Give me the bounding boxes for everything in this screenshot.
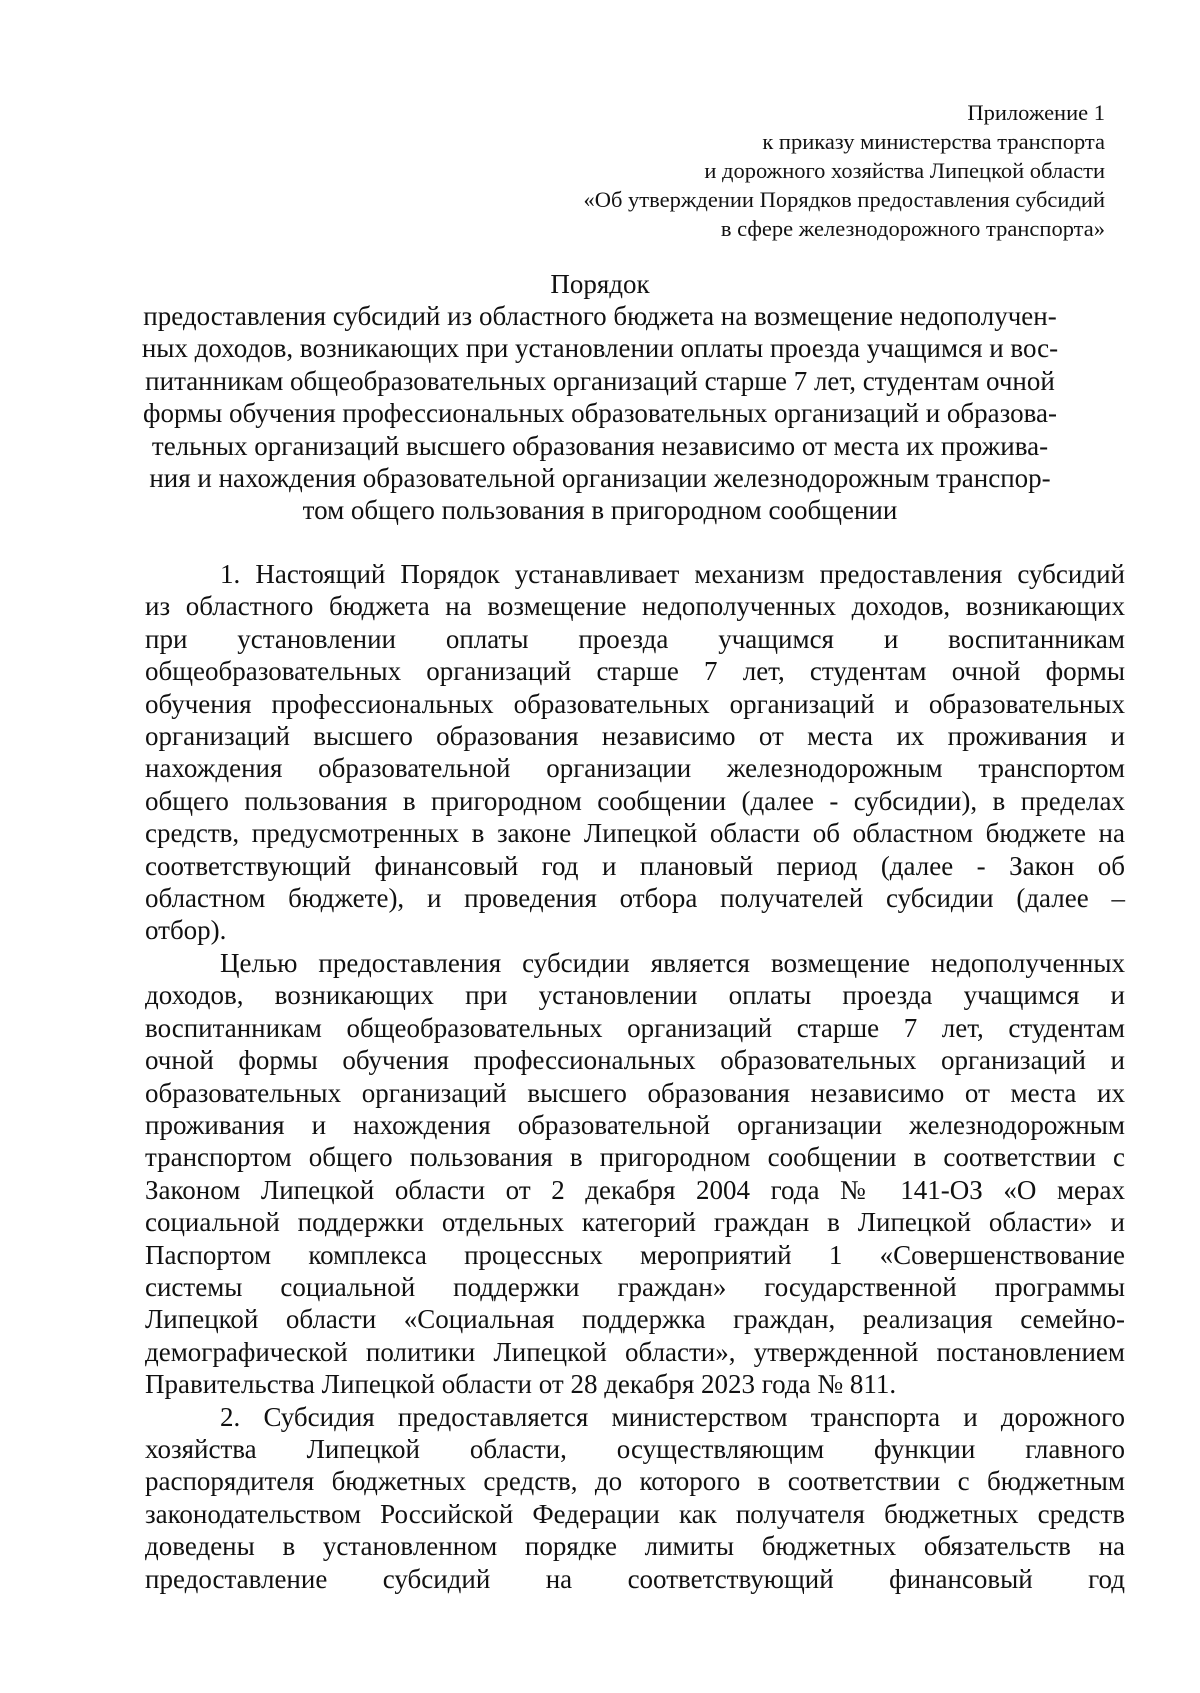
text-line: очной формы обучения профессиональных образовательных организаций и [145,1045,1125,1076]
text-line: при установлении оплаты проезда учащимся и воспитанникам [145,623,1125,654]
appendix-header [465,98,1105,243]
appendix-line: «Об утверждении Порядков предоставления субсидий [583,187,1105,212]
text-line: Законом Липецкой области от 2 декабря 2004 года № 141-ОЗ «О мерах [145,1174,1125,1205]
subtitle-line: предоставления субсидий из областного бюджета на возмещение недополучен- [143,301,1057,331]
appendix-line: и дорожного хозяйства Липецкой области [704,158,1105,183]
text-line: проживания и нахождения образовательной организации железнодорожным [145,1109,1125,1140]
text-line: средств, предусмотренных в законе Липецкой области об областном бюджете на [145,818,1125,849]
subtitle-line: тельных организаций высшего образования независимо от места их прожива- [151,430,1049,461]
text-line: системы социальной поддержки граждан» государственной программы [145,1271,1125,1302]
document-title: Порядок [550,269,650,299]
text-line: распорядителя бюджетных средств, до которого в соответствии с бюджетным [145,1466,1125,1497]
subtitle-line: ния и нахождения образовательной организации железнодорожным транспор- [149,463,1051,494]
text-line: хозяйства Липецкой области, осуществляющим функции главного [145,1433,1125,1464]
text-line: общеобразовательных организаций старше 7 лет, студентам очной формы [145,656,1125,687]
appendix-line: к приказу министерства транспорта [762,129,1105,154]
text-line: воспитанникам общеобразовательных организаций старше 7 лет, студентам [145,1012,1125,1043]
text-line: нахождения образовательной организации железнодорожным транспортом [145,753,1125,784]
appendix-line: в сфере железнодорожного транспорта» [720,216,1105,241]
text-line: Паспортом комплекса процессных мероприятий 1 «Совершенствование [145,1239,1125,1270]
text-line: демографической политики Липецкой области», утвержденной постановлением [145,1336,1125,1367]
text-line: Липецкой области «Социальная поддержка граждан, реализация семейно- [145,1304,1125,1335]
text-line: Правительства Липецкой области от 28 декабря 2023 года № 811. [145,1369,897,1400]
text-line: законодательством Российской Федерации как получателя бюджетных средств [145,1498,1125,1529]
text-line: соответствующий финансовый год и плановый период (далее - Закон об [145,850,1125,881]
text-line: предоставление субсидий на соответствующий финансовый год [145,1563,1125,1594]
text-line: доходов, возникающих при установлении оплаты проезда учащимся и [145,980,1125,1011]
text-line: социальной поддержки отдельных категорий граждан в Липецкой области» и [145,1207,1125,1238]
subtitle-line: формы обучения профессиональных образовательных организаций и образова- [142,398,1058,429]
paragraph-1 [145,558,1125,947]
text-line: отбор). [145,915,227,946]
text-line: обучения профессиональных образовательных организаций и образовательных [145,688,1125,719]
text-line: доведены в установленном порядке лимиты бюджетных обязательств на [145,1531,1125,1562]
text-line: 2. Субсидия предоставляется министерством транспорта и дорожного [220,1401,1125,1432]
text-line: из областного бюджета на возмещение недополученных доходов, возникающих [145,591,1125,622]
text-line: общего пользования в пригородном сообщении (далее - субсидии), в пределах [145,785,1125,816]
subtitle-line: питанникам общеобразовательных организаций старше 7 лет, студентам очной [145,365,1055,396]
text-line: областном бюджете), и проведения отбора получателей субсидии (далее – [145,883,1125,914]
subtitle-line: ных доходов, возникающих при установлении оплаты проезда учащимся и вос- [141,333,1059,364]
paragraph-3 [145,1401,1125,1595]
text-line: 1. Настоящий Порядок устанавливает механизм предоставления субсидий [220,559,1125,589]
subtitle-line: том общего пользования в пригородном сообщении [302,495,898,526]
appendix-line: Приложение 1 [967,100,1105,125]
paragraph-2 [145,947,1125,1401]
document-body [145,558,1125,1595]
text-line: Целью предоставления субсидии является возмещение недополученных [220,947,1125,978]
text-line: транспортом общего пользования в пригородном сообщении в соответствии с [145,1142,1125,1173]
text-line: образовательных организаций высшего образования независимо от места их [145,1077,1125,1108]
text-line: организаций высшего образования независимо от места их проживания и [145,721,1125,752]
document-subtitle [0,300,1200,527]
